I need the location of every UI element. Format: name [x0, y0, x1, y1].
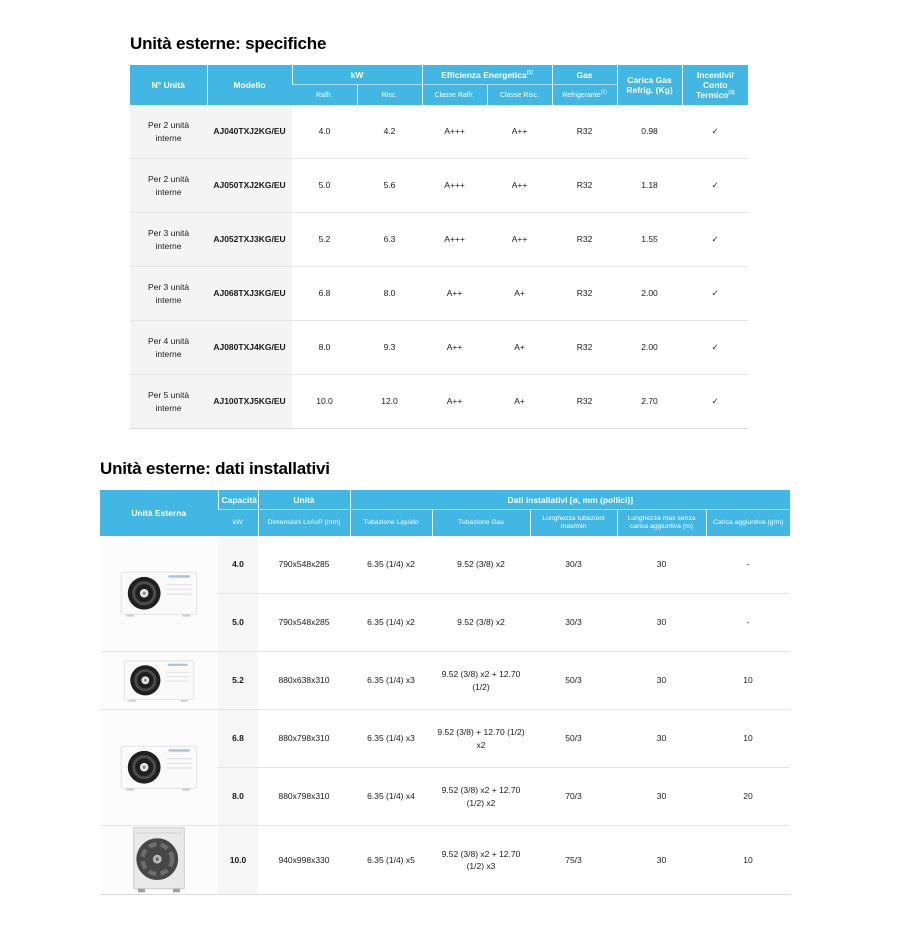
cell-kw-risc: 5.6 — [357, 159, 422, 213]
cell-kw-raffr: 8.0 — [292, 321, 357, 375]
cell-tubazione-gas: 9.52 (3/8) x2 + 12.70 (1/2) x3 — [432, 826, 530, 895]
cell-incentivi: ✓ — [711, 126, 719, 137]
cell-carica-aggiuntiva: 20 — [706, 768, 790, 826]
cell-tubazione-liquido: 6.35 (1/4) x5 — [350, 826, 432, 895]
cell-carica-gas: 0.98 — [641, 126, 658, 137]
col-header-incentivi — [682, 65, 748, 105]
cell-classe-raffr: A+++ — [444, 126, 465, 137]
col-header-unita: Unità — [258, 490, 350, 510]
col-header-dati-installativi: Dati installativi [ø, mm (pollici)] — [350, 490, 790, 510]
cell-kw-raffr: 10.0 — [292, 375, 357, 429]
subcol-lunghezza-tubazioni: Lunghezza tubazioni max/min — [530, 510, 617, 537]
cell-capacita: 8.0 — [218, 768, 258, 826]
cell-carica-gas: 1.55 — [617, 213, 682, 267]
spec-table-row — [130, 213, 748, 267]
cell-kw-risc: 6.3 — [357, 213, 422, 267]
cell-carica-aggiuntiva: - — [706, 594, 790, 652]
cell-kw-raffr: 5.0 — [292, 159, 357, 213]
cell-tubazione-liquido: 6.35 (1/4) x3 — [350, 652, 432, 710]
cell-kw-risc: 8.0 — [357, 267, 422, 321]
install-table-row — [100, 652, 790, 710]
install-table-body — [100, 536, 790, 895]
col-header-gas: Gas — [552, 65, 617, 85]
cell-modello: AJ050TXJ2KG/EU — [207, 159, 292, 213]
cell-n-unita: Per 3 unità interne — [130, 267, 207, 321]
cell-n-unita: Per 2 unità interne — [130, 105, 207, 159]
cell-carica-gas: 2.00 — [617, 267, 682, 321]
cell-lunghezza-max: 30 — [617, 594, 706, 652]
cell-tubazione-gas: 9.52 (3/8) x2 + 12.70 (1/2) — [432, 652, 530, 710]
cell-carica-aggiuntiva: 10 — [706, 710, 790, 768]
cell-modello: AJ068TXJ3KG/EU — [207, 267, 292, 321]
cell-capacita: 4.0 — [218, 536, 258, 594]
cell-gas: R32 — [552, 375, 617, 429]
spec-table-row — [130, 267, 748, 321]
section-specifiche — [130, 34, 748, 429]
cell-carica-gas: 2.00 — [617, 321, 682, 375]
subcol-kw: kW — [218, 510, 258, 537]
cell-classe-raffr: A++ — [422, 267, 487, 321]
cell-lunghezza-tubazioni: 50/3 — [530, 710, 617, 768]
incentivi-line2: Conto Termico — [695, 80, 729, 100]
cell-n-unita: Per 2 unità interne — [130, 159, 207, 213]
cell-gas: R32 — [552, 321, 617, 375]
cell-modello: AJ040TXJ2KG/EU — [207, 105, 292, 159]
cell-incentivi: ✓ — [682, 321, 748, 375]
col-header-kw: kW — [292, 65, 422, 85]
spec-table — [130, 65, 748, 429]
cell-carica-aggiuntiva: - — [746, 559, 750, 570]
cell-carica-aggiuntiva: 10 — [706, 652, 790, 710]
cell-kw-risc: 4.2 — [383, 126, 396, 137]
cell-incentivi: ✓ — [682, 159, 748, 213]
col-header-n-unita: N° Unità — [130, 65, 207, 105]
cell-classe-raffr: A+++ — [422, 159, 487, 213]
col-header-carica: Carica Gas Refrig. (Kg) — [617, 65, 682, 105]
cell-tubazione-gas: 9.52 (3/8) x2 — [432, 594, 530, 652]
spec-table-row — [130, 105, 748, 159]
subcol-tubazione-liquido: Tubazione Liquido — [350, 510, 432, 537]
outdoor-unit-small-image — [100, 536, 218, 652]
cell-n-unita: Per 5 unità interne — [130, 375, 207, 429]
cell-capacita: 5.2 — [218, 652, 258, 710]
cell-classe-risc: A++ — [487, 213, 552, 267]
cell-n-unita: Per 3 unità interne — [130, 213, 207, 267]
cell-carica-aggiuntiva: 10 — [706, 826, 790, 895]
refrigerante-footnote: (2) — [600, 89, 607, 96]
spec-table-body — [130, 105, 748, 429]
cell-dimensioni: 880x638x310 — [258, 652, 350, 710]
cell-kw-risc: 9.3 — [357, 321, 422, 375]
cell-n-unita: Per 4 unità interne — [130, 321, 207, 375]
efficienza-footnote: (1) — [526, 69, 533, 76]
cell-tubazione-gas: 9.52 (3/8) x2 — [457, 559, 505, 570]
outdoor-unit-large-image — [100, 826, 218, 895]
cell-gas: R32 — [552, 213, 617, 267]
spec-table-row — [130, 375, 748, 429]
cell-tubazione-liquido: 6.35 (1/4) x2 — [350, 594, 432, 652]
subcol-lunghezza-max: Lunghezza max senza carica aggiuntiva (m) — [617, 510, 706, 537]
cell-classe-raffr: A++ — [422, 375, 487, 429]
cell-kw-raffr: 4.0 — [318, 126, 331, 137]
cell-dimensioni: 880x798x310 — [258, 768, 350, 826]
cell-dimensioni: 790x548x285 — [258, 594, 350, 652]
subcol-tubazione-gas: Tubazione Gas — [432, 510, 530, 537]
cell-carica-gas: 2.70 — [617, 375, 682, 429]
cell-lunghezza-max: 30 — [656, 559, 667, 570]
outdoor-unit-medium-image — [100, 652, 218, 710]
subcol-classe-risc: Classe Risc. — [487, 85, 552, 106]
cell-tubazione-liquido: 6.35 (1/4) x4 — [350, 768, 432, 826]
cell-capacita: 10.0 — [218, 826, 258, 895]
cell-lunghezza-max: 30 — [617, 826, 706, 895]
incentivi-footnote: (3) — [728, 90, 735, 97]
subcol-classe-raffr: Classe Raffr. — [422, 85, 487, 106]
cell-lunghezza-tubazioni: 30/3 — [530, 594, 617, 652]
cell-kw-risc: 12.0 — [357, 375, 422, 429]
cell-modello: AJ080TXJ4KG/EU — [207, 321, 292, 375]
outdoor-unit-medium-image — [100, 710, 218, 826]
cell-capacita: 6.8 — [218, 710, 258, 768]
cell-incentivi: ✓ — [682, 267, 748, 321]
incentivi-line1: Incentivi/ — [696, 70, 734, 80]
cell-lunghezza-max: 30 — [617, 710, 706, 768]
install-table-row — [100, 536, 790, 594]
cell-classe-risc: A+ — [487, 375, 552, 429]
cell-carica-gas: 1.18 — [617, 159, 682, 213]
cell-dimensioni: 790x548x285 — [278, 559, 330, 570]
cell-gas: R32 — [552, 267, 617, 321]
install-table-row — [100, 826, 790, 895]
subcol-raffr: Raffr. — [292, 85, 357, 106]
cell-capacita: 5.0 — [218, 594, 258, 652]
cell-lunghezza-max: 30 — [617, 768, 706, 826]
col-header-capacita: Capacità — [218, 490, 258, 510]
cell-incentivi: ✓ — [682, 213, 748, 267]
cell-classe-raffr: A++ — [422, 321, 487, 375]
cell-lunghezza-tubazioni: 50/3 — [530, 652, 617, 710]
section-dati-installativi — [100, 459, 790, 895]
col-header-efficienza — [422, 65, 552, 85]
cell-classe-risc: A+ — [487, 321, 552, 375]
cell-classe-risc: A++ — [511, 126, 528, 137]
spec-table-header — [130, 65, 748, 105]
cell-dimensioni: 880x798x310 — [258, 710, 350, 768]
install-table-header — [100, 490, 790, 536]
cell-tubazione-liquido: 6.35 (1/4) x2 — [367, 559, 415, 570]
spec-table-row — [130, 159, 748, 213]
subcol-refrigerante — [552, 85, 617, 106]
cell-modello: AJ100TXJ5KG/EU — [207, 375, 292, 429]
cell-lunghezza-tubazioni: 70/3 — [530, 768, 617, 826]
cell-tubazione-gas: 9.52 (3/8) + 12.70 (1/2) x2 — [432, 710, 530, 768]
col-header-unita-esterna: Unità Esterna — [100, 490, 218, 536]
page-title-specifiche: Unità esterne: specifiche — [130, 34, 327, 53]
cell-kw-raffr: 6.8 — [292, 267, 357, 321]
cell-tubazione-gas: 9.52 (3/8) x2 + 12.70 (1/2) x2 — [432, 768, 530, 826]
cell-kw-raffr: 5.2 — [292, 213, 357, 267]
cell-lunghezza-tubazioni: 75/3 — [530, 826, 617, 895]
subcol-carica-aggiuntiva: Carica aggiuntiva (g/m) — [706, 510, 790, 537]
col-header-modello: Modello — [207, 65, 292, 105]
cell-lunghezza-max: 30 — [617, 652, 706, 710]
cell-classe-risc: A++ — [487, 159, 552, 213]
cell-classe-risc: A+ — [487, 267, 552, 321]
cell-gas: R32 — [576, 126, 593, 137]
cell-gas: R32 — [552, 159, 617, 213]
cell-tubazione-liquido: 6.35 (1/4) x3 — [350, 710, 432, 768]
install-table — [100, 490, 790, 895]
spec-table-row — [130, 321, 748, 375]
subcol-risc: Risc. — [357, 85, 422, 106]
cell-incentivi: ✓ — [682, 375, 748, 429]
subcol-dimensioni: Dimensioni LxAxP (mm) — [258, 510, 350, 537]
install-table-row — [100, 710, 790, 768]
cell-lunghezza-tubazioni: 30/3 — [565, 559, 582, 570]
refrigerante-label: Refrigerante — [562, 91, 601, 99]
page-title-dati-installativi: Unità esterne: dati installativi — [100, 459, 330, 478]
efficienza-label: Efficienza Energetica — [441, 69, 527, 80]
cell-modello: AJ052TXJ3KG/EU — [207, 213, 292, 267]
cell-dimensioni: 940x998x330 — [258, 826, 350, 895]
cell-classe-raffr: A+++ — [422, 213, 487, 267]
